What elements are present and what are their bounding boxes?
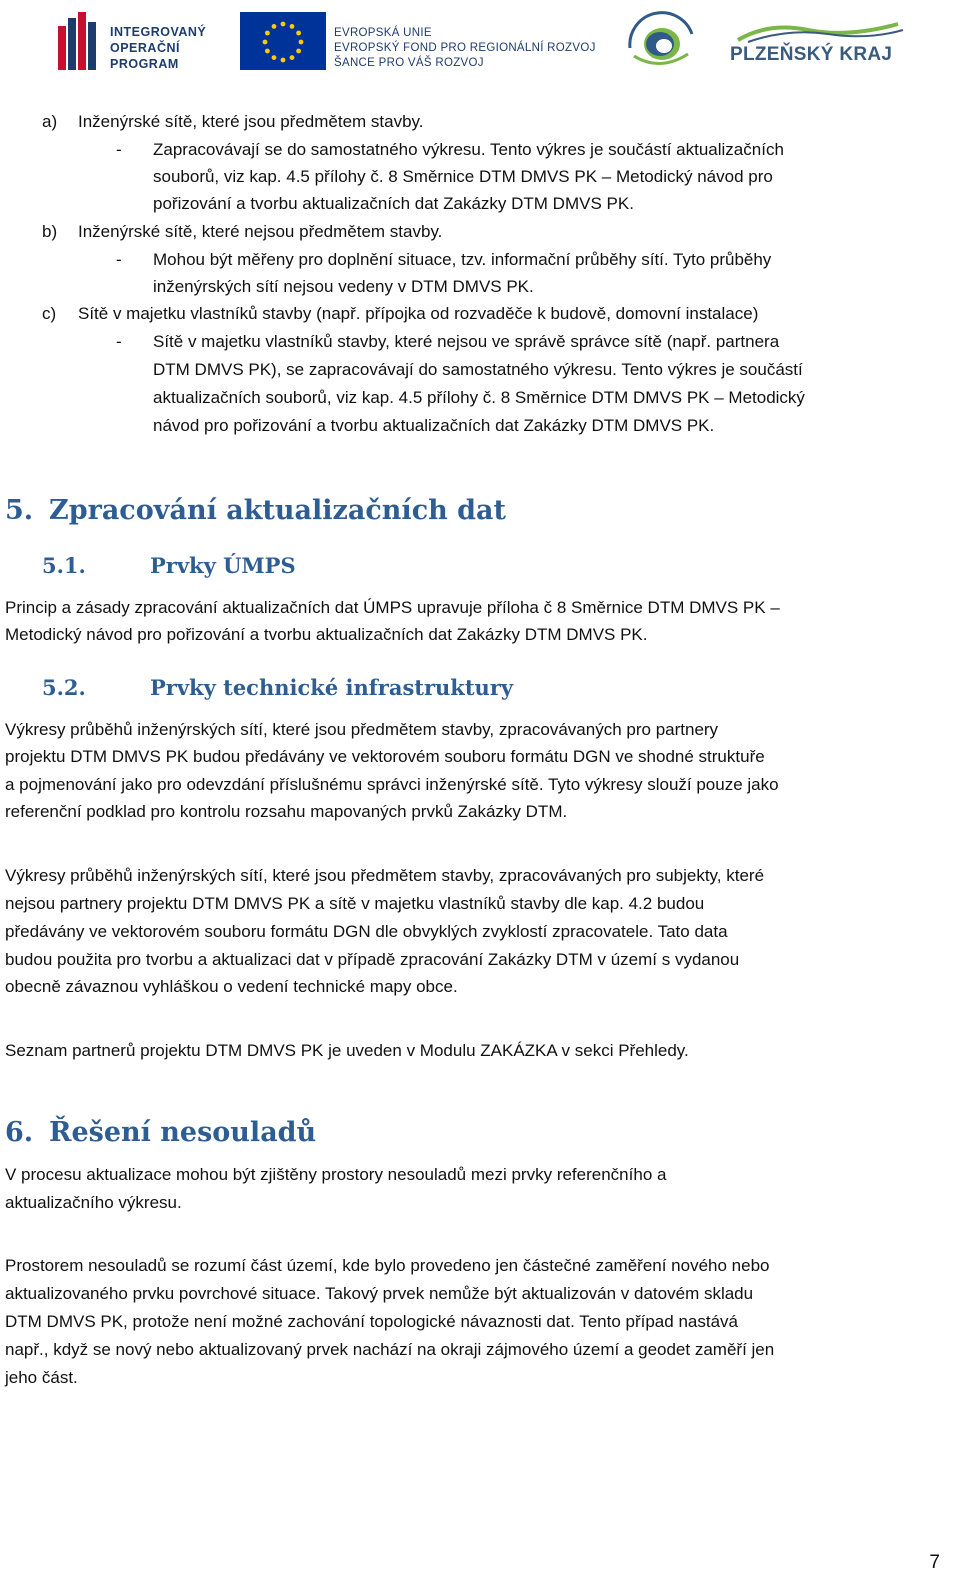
- list-a-sub-line-1: Zapracovávají se do samostatného výkresu. Tento výkres je součástí aktualizačních: [153, 140, 784, 159]
- s2-p2-line-4: budou použita pro tvorbu a aktualizaci dat v případě zpracování Zakázky DTM v území s vydanou: [5, 950, 740, 969]
- eu-logo-text: [334, 26, 596, 71]
- section-6-heading: [5, 1116, 316, 1150]
- section-6-title: Řešení nesouladů: [49, 1117, 317, 1148]
- section-5-heading: [5, 494, 506, 528]
- section-5-2-title: Prvky technické infrastruktury: [150, 675, 514, 700]
- iop-bars-icon: [58, 12, 106, 70]
- section-6-number: 6.: [5, 1117, 34, 1148]
- eu-line-3: ŠANCE PRO VÁŠ ROZVOJ: [334, 57, 484, 69]
- list-item-b: [42, 218, 442, 245]
- s6-p2-line-2: aktualizovaného prvku povrchové situace. Takový prvek nemůže být aktualizován v datovém skladu: [5, 1284, 754, 1303]
- dash-marker: -: [116, 332, 122, 351]
- s1-line-2: Metodický návod pro pořizování a tvorbu aktualizačních dat Zakázky DTM DMVS PK.: [5, 625, 648, 644]
- iop-logo: [58, 12, 218, 72]
- list-c-sub-line-1: Sítě v majetku vlastníků stavby, které nejsou ve správě správce sítě (např. partnera: [153, 332, 780, 351]
- plzensky-kraj-text: PLZEŇSKÝ KRAJ: [730, 44, 893, 65]
- list-c-sub-line-2: DTM DMVS PK), se zapracovávají do samostatného výkresu. Tento výkres je součástí: [153, 360, 803, 379]
- list-marker-a: a): [42, 112, 58, 131]
- ministry-logo-icon: [616, 8, 706, 74]
- s6-p2-line-1: Prostorem nesouladů se rozumí část území, kde bylo provedeno jen částečné zaměření nového nebo: [5, 1256, 770, 1275]
- iop-line-1: INTEGROVANÝ: [110, 25, 207, 39]
- s2-p3: Seznam partnerů projektu DTM DMVS PK je uveden v Modulu ZAKÁZKA v sekci Přehledy.: [5, 1041, 689, 1060]
- iop-line-2: OPERAČNÍ: [110, 41, 180, 55]
- s2-p1-line-4: referenční podklad pro kontrolu rozsahu mapovaných prvků Zakázky DTM.: [5, 802, 568, 821]
- list-text-b: Inženýrské sítě, které nejsou předmětem stavby.: [78, 222, 443, 241]
- list-c-sub-line-3: aktualizačních souborů, viz kap. 4.5 přílohy č. 8 Směrnice DTM DMVS PK – Metodický: [153, 388, 805, 407]
- list-text-a: Inženýrské sítě, které jsou předmětem stavby.: [78, 112, 424, 131]
- dash-marker: -: [116, 140, 122, 159]
- s2-p2-line-2: nejsou partnery projektu DTM DMVS PK a sítě v majetku vlastníků stavby dle kap. 4.2 budou: [5, 894, 705, 913]
- section-5-1-title: Prvky ÚMPS: [150, 553, 296, 578]
- dash-marker: -: [116, 250, 122, 269]
- section-5-1-number: 5.1.: [42, 553, 86, 578]
- eu-flag-icon: [240, 12, 326, 70]
- list-c-sub-line-4: návod pro pořizování a tvorbu aktualizačních dat Zakázky DTM DMVS PK.: [153, 416, 715, 435]
- list-marker-b: b): [42, 222, 58, 241]
- s1-line-1: Princip a zásady zpracování aktualizačních dat ÚMPS upravuje příloha č 8 Směrnice DTM DMVS PK –: [5, 598, 780, 617]
- section-5-1-heading: [42, 552, 296, 580]
- list-b-sub-line-1: Mohou být měřeny pro doplnění situace, tzv. informační průběhy sítí. Tyto průběhy: [153, 250, 772, 269]
- s2-p2-line-3: předávány ve vektorovém souboru formátu DGN dle obvyklých zvyklostí zpracovatele. Tato data: [5, 922, 728, 941]
- page-number: 7: [929, 1552, 940, 1573]
- s6-p1-line-2: aktualizačního výkresu.: [5, 1193, 182, 1212]
- s6-p1-line-1: V procesu aktualizace mohou být zjištěny prostory nesouladů mezi prvky referenčního a: [5, 1165, 667, 1184]
- s2-p1-line-3: a pojmenování jako pro odevzdání příslušnému správci inženýrské sítě. Tyto výkresy slouží pouze jako: [5, 775, 779, 794]
- section-5-2-number: 5.2.: [42, 675, 86, 700]
- eu-logo: [240, 12, 600, 72]
- iop-line-3: PROGRAM: [110, 57, 179, 71]
- eu-line-1: EVROPSKÁ UNIE: [334, 27, 432, 39]
- list-a-sub-line-3: pořizování a tvorbu aktualizačních dat Zakázky DTM DMVS PK.: [153, 194, 634, 213]
- list-b-sub-line-2: inženýrských sítí nejsou vedeny v DTM DMVS PK.: [153, 277, 534, 296]
- iop-logo-text: [110, 24, 206, 72]
- list-item-c: [42, 300, 758, 327]
- s2-p2-line-5: obecně závaznou vyhláškou o vedení technické mapy obce.: [5, 977, 458, 996]
- header-logos: [0, 0, 960, 80]
- plzensky-kraj-wave-icon: [728, 20, 908, 44]
- s6-p2-line-3: DTM DMVS PK, protože není možné zachování topologické návaznosti dat. Tento případ nastává: [5, 1312, 738, 1331]
- s2-p2-line-1: Výkresy průběhů inženýrských sítí, které jsou předmětem stavby, zpracovávaných pro subjekty, které: [5, 866, 765, 885]
- s6-p2-line-4: např., když se nový nebo aktualizovaný prvek nachází na okraji zájmového území a geodet zaměří jen: [5, 1340, 775, 1359]
- list-marker-c: c): [42, 304, 57, 323]
- section-5-2-heading: [42, 674, 513, 702]
- eu-line-2: EVROPSKÝ FOND PRO REGIONÁLNÍ ROZVOJ: [334, 42, 596, 54]
- s2-p1-line-2: projektu DTM DMVS PK budou předávány ve vektorovém souboru formátu DGN ve shodné struktuře: [5, 747, 765, 766]
- s6-p2-line-5: jeho část.: [5, 1368, 78, 1387]
- list-a-sub-line-2: souborů, viz kap. 4.5 přílohy č. 8 Směrnice DTM DMVS PK – Metodický návod pro: [153, 167, 773, 186]
- plzensky-kraj-logo: [728, 20, 908, 70]
- s2-p1-line-1: Výkresy průběhů inženýrských sítí, které jsou předmětem stavby, zpracovávaných pro partnery: [5, 720, 719, 739]
- list-item-a: [42, 108, 424, 135]
- list-text-c: Sítě v majetku vlastníků stavby (např. přípojka od rozvaděče k budově, domovní instalace): [78, 304, 759, 323]
- section-5-title: Zpracování aktualizačních dat: [49, 495, 507, 526]
- section-5-number: 5.: [5, 495, 34, 526]
